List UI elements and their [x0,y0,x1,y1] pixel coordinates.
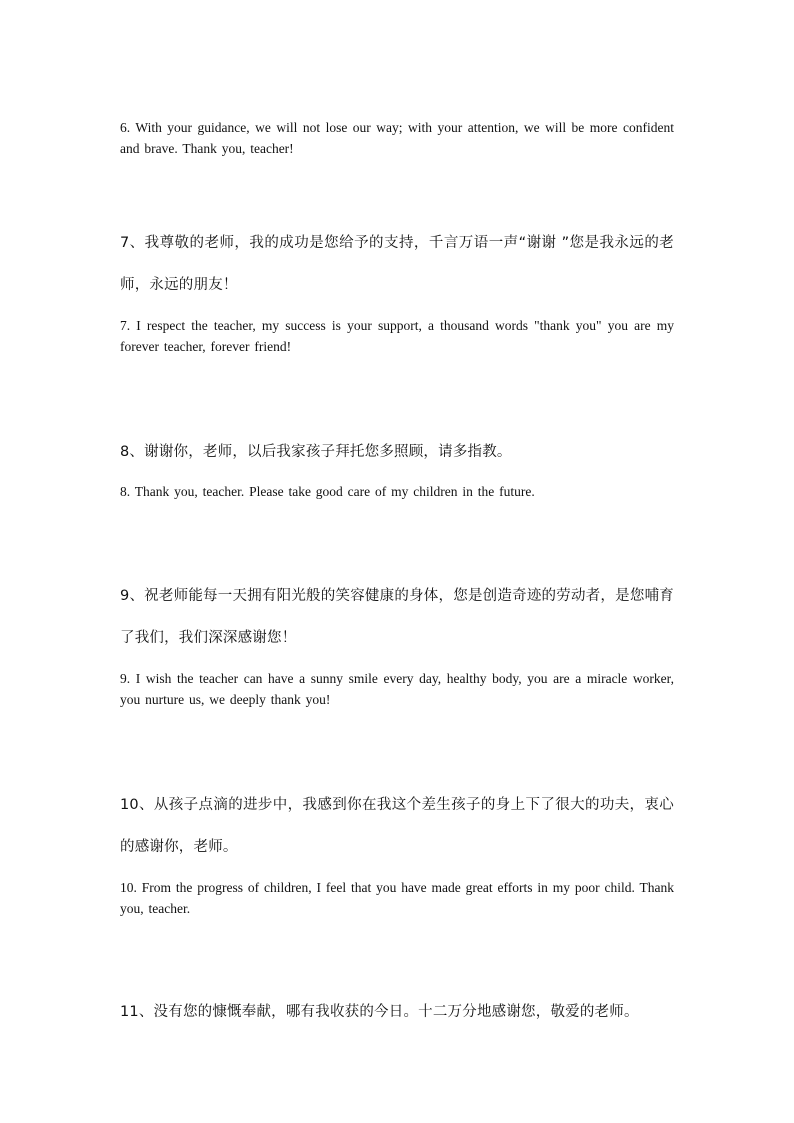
entry-7 [120,222,674,357]
entry-11 [120,991,674,1033]
entry-9 [120,575,674,710]
entry-7-english: 7. I respect the teacher, my success is your support, a thousand words "thank you" you are my forever teacher, forever friend! [120,318,674,354]
entry-10-english: 10. From the progress of children, I feel that you have made great efforts in my poor child. Thank you, teacher. [120,880,674,916]
entry-9-english: 9. I wish the teacher can have a sunny smile every day, healthy body, you are a miracle worker, you nurture us, we deeply thank you! [120,671,674,707]
entry-6-english: 6. With your guidance, we will not lose our way; with your attention, we will be more confident and brave. Thank you, teacher! [120,120,674,156]
entry-6 [120,118,674,159]
entry-10-chinese: 10、从孩子点滴的进步中，我感到你在我这个差生孩子的身上下了很大的功夫，衷心的感谢你，老师。 [120,797,674,855]
entry-10 [120,784,674,919]
entry-9-chinese: 9、祝老师能每一天拥有阳光般的笑容健康的身体，您是创造奇迹的劳动者，是您哺育了我们，我们深深感谢您！ [120,588,674,646]
entry-11-chinese: 11、没有您的慷慨奉献，哪有我收获的今日。十二万分地感谢您，敬爱的老师。 [120,1004,639,1020]
entry-8 [120,431,674,503]
entry-8-english: 8. Thank you, teacher. Please take good care of my children in the future. [120,484,535,499]
entry-7-chinese: 7、我尊敬的老师，我的成功是您给予的支持，千言万语一声“谢谢 ”您是我永远的老师，永远的朋友！ [120,235,674,293]
entry-8-chinese: 8、谢谢你，老师，以后我家孩子拜托您多照顾，请多指教。 [120,444,512,460]
